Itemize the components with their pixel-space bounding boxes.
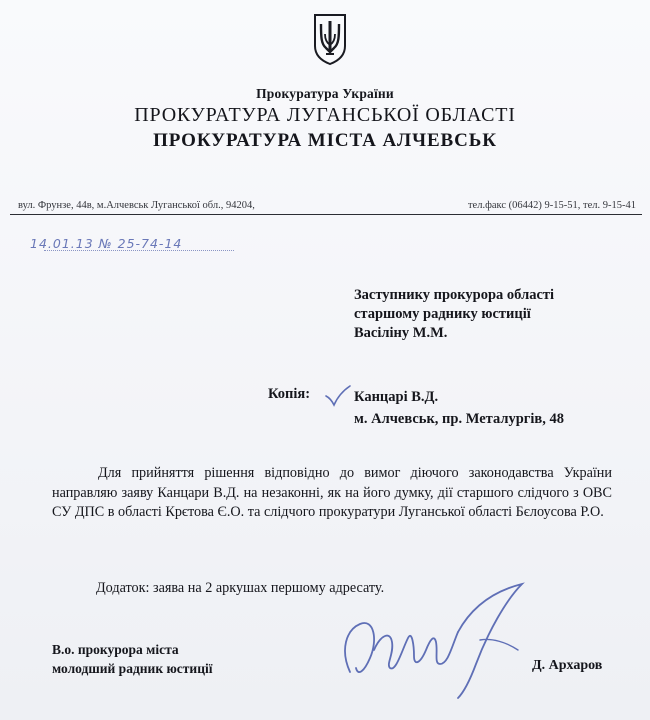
letter-body <box>52 464 612 523</box>
recipient-block <box>354 286 554 343</box>
handwritten-signature <box>330 580 540 702</box>
header-ministry: Прокуратура України <box>256 86 394 101</box>
header-phone: тел.факс (06442) 9-15-51, тел. 9-15-41 <box>467 200 636 211</box>
registration-number: 14.01.13 № 25-74-14 <box>30 236 183 251</box>
attachment-note: Додаток: заява на 2 аркушах першому адресату. <box>96 580 385 596</box>
header-city: ПРОКУРАТУРА МІСТА АЛЧЕВСЬК <box>153 130 497 151</box>
header-divider <box>10 214 642 215</box>
copy-recipient-address: м. Алчевськ, пр. Металургів, 48 <box>354 411 564 427</box>
registration-underline <box>44 250 234 251</box>
signatory-title-line: В.о. прокурора міста <box>52 642 179 657</box>
copy-recipient <box>354 386 564 430</box>
letter-body-text: Для прийняття рішення відповідно до вимог діючого законодавства України направляю заяву Канцари В.Д. на незаконні, як на його думку, дії старшого слідчого з ОВС СУ ДПС в області Крєтова Є.О. та слідчого прокуратури Луганської області Бєлоусова Р.О. <box>52 465 612 520</box>
recipient-name: Васіліну М.М. <box>354 325 448 341</box>
checkmark-icon <box>322 384 352 408</box>
copy-recipient-name: Канцарі В.Д. <box>354 389 439 405</box>
trident-coat-of-arms-icon <box>312 12 348 66</box>
signatory-title <box>52 640 212 678</box>
header-address: вул. Фрунзе, 44в, м.Алчевськ Луганської обл., 94204, <box>18 200 255 211</box>
signatory-title-line: молодший радник юстиції <box>52 661 213 676</box>
recipient-line: старшому раднику юстиції <box>354 306 531 322</box>
recipient-line: Заступнику прокурора області <box>354 287 555 303</box>
copy-label: Копія: <box>268 386 311 402</box>
signatory-name: Д. Архаров <box>532 658 603 673</box>
header-oblast: ПРОКУРАТУРА ЛУГАНСЬКОЇ ОБЛАСТІ <box>134 104 516 126</box>
